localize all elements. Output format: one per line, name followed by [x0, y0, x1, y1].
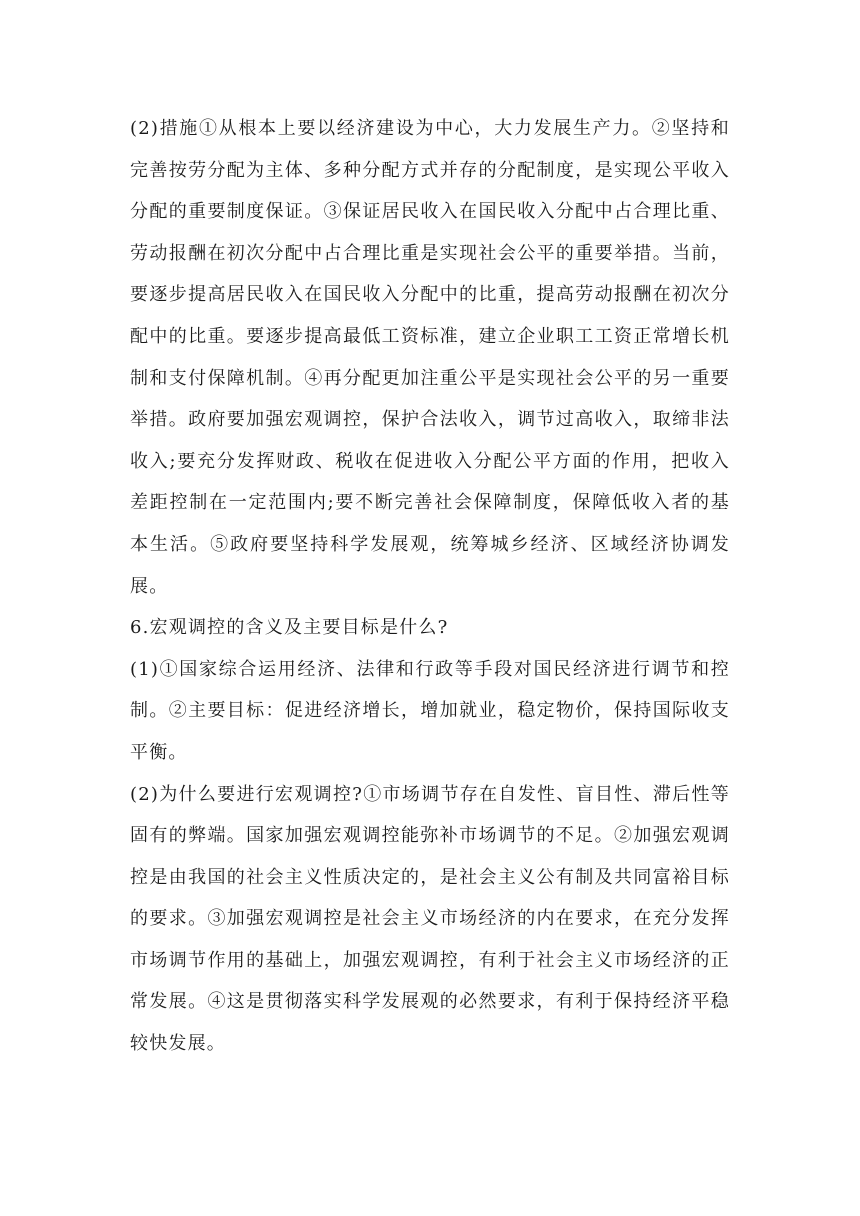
document-body [130, 108, 730, 1065]
paragraph-reasons: (2)为什么要进行宏观调控?①市场调节存在自发性、盲目性、滞后性等固有的弊端。国家加强宏观调控能弥补市场调节的不足。②加强宏观调控是由我国的社会主义性质决定的，是社会主义公有制及共同富裕目标的要求。③加强宏观调控是社会主义市场经济的内在要求，在充分发挥市场调节作用的基础上，加强宏观调控，有利于社会主义市场经济的正常发展。④这是贯彻落实科学发展观的必然要求，有利于保持经济平稳较快发展。 [130, 783, 730, 1055]
paragraph-definition: (1)①国家综合运用经济、法律和行政等手段对国民经济进行调节和控制。②主要目标：促进经济增长，增加就业，稳定物价，保持国际收支平衡。 [130, 658, 730, 763]
question-heading: 6.宏观调控的含义及主要目标是什么? [130, 617, 449, 639]
paragraph-measures: (2)措施①从根本上要以经济建设为中心，大力发展生产力。②坚持和完善按劳分配为主体、多种分配方式并存的分配制度，是实现公平收入分配的重要制度保证。③保证居民收入在国民收入分配中占合理比重、劳动报酬在初次分配中占合理比重是实现社会公平的重要举措。当前，要逐步提高居民收入在国民收入分配中的比重，提高劳动报酬在初次分配中的比重。要逐步提高最低工资标准，建立企业职工工资正常增长机制和支付保障机制。④再分配更加注重公平是实现社会公平的另一重要举措。政府要加强宏观调控，保护合法收入，调节过高收入，取缔非法收入;要充分发挥财政、税收在促进收入分配公平方面的作用，把收入差距控制在一定范围内;要不断完善社会保障制度，保障低收入者的基本生活。⑤政府要坚持科学发展观，统筹城乡经济、区域经济协调发展。 [130, 118, 730, 597]
